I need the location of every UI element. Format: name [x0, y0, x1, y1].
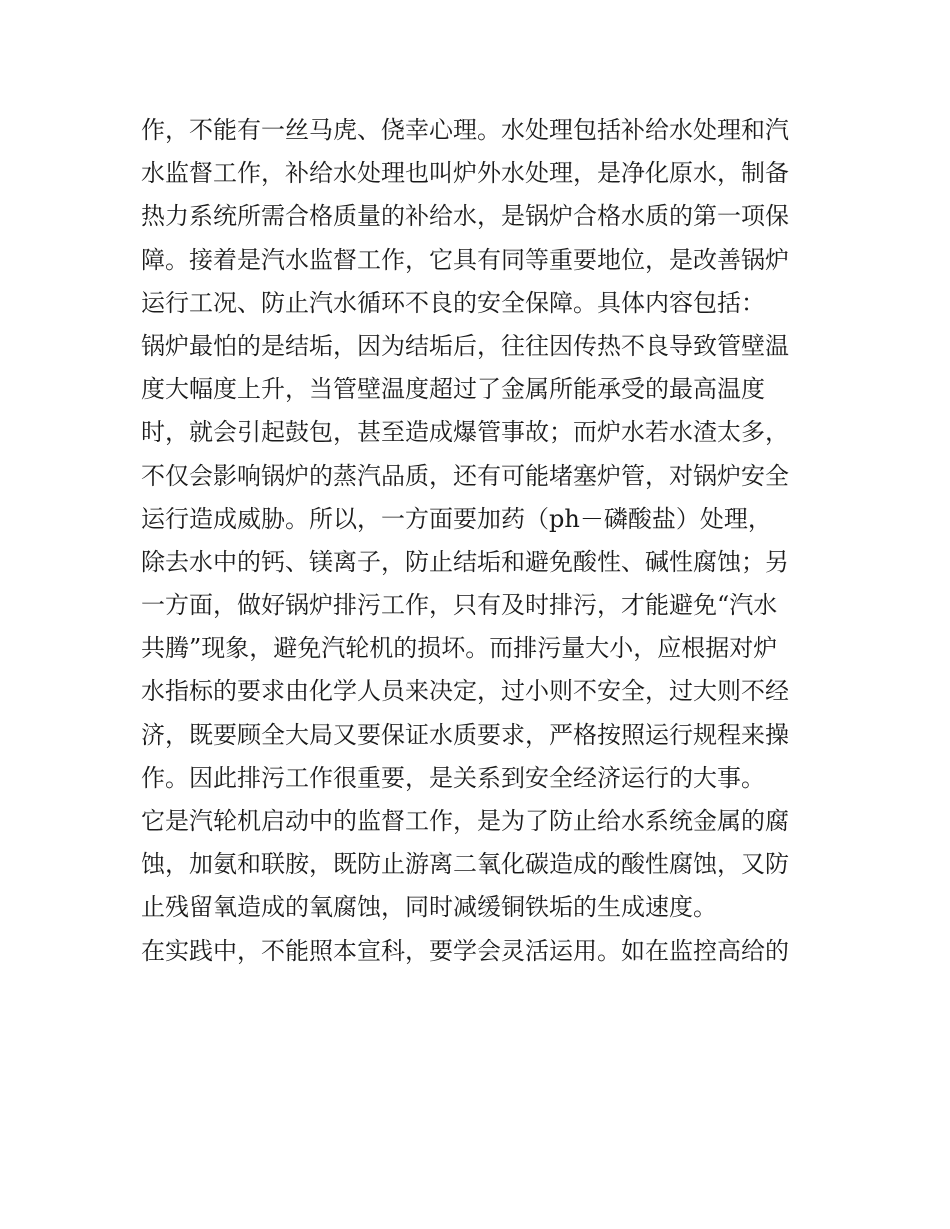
text-line: 运行造成威胁。所以，一方面要加药（ph－磷酸盐）处理， — [141, 504, 772, 533]
text-line: 一方面，做好锅炉排污工作，只有及时排污，才能避免“汽水 — [141, 591, 778, 620]
text-line: 锅炉最怕的是结垢，因为结垢后，往往因传热不良导致管壁温 — [141, 331, 789, 360]
text-line: 它是汽轮机启动中的监督工作，是为了防止给水系统金属的腐 — [141, 807, 789, 835]
text-line: 止残留氧造成的氧腐蚀，同时减缓铜铁垢的生成速度。 — [141, 893, 717, 922]
text-line: 障。接着是汽水监督工作，它具有同等重要地位，是改善锅炉 — [141, 245, 789, 274]
text-line: 在实践中，不能照本宣科，要学会灵活运用。如在监控高给的 — [141, 936, 789, 965]
text-line: 济，既要顾全大局又要保证水质要求，严格按照运行规程来操 — [141, 720, 789, 749]
text-line: 水监督工作，补给水处理也叫炉外水处理，是净化原水，制备 — [141, 159, 789, 188]
text-line: 蚀，加氨和联胺，既防止游离二氧化碳造成的酸性腐蚀，又防 — [141, 850, 789, 879]
text-line: 作，不能有一丝马虎、侥幸心理。水处理包括补给水处理和汽 — [141, 116, 789, 144]
text-line: 水指标的要求由化学人员来决定，过小则不安全，过大则不经 — [141, 677, 789, 706]
text-line: 热力系统所需合格质量的补给水，是锅炉合格水质的第一项保 — [141, 202, 789, 231]
text-line: 运行工况、防止汽水循环不良的安全保障。具体内容包括： — [141, 288, 765, 317]
text-line: 度大幅度上升，当管壁温度超过了金属所能承受的最高温度 — [141, 375, 765, 404]
body-text — [141, 109, 821, 973]
text-line: 时，就会引起鼓包，甚至造成爆管事故；而炉水若水渣太多， — [141, 418, 789, 447]
text-line: 作。因此排污工作很重要，是关系到安全经济运行的大事。 — [141, 763, 765, 792]
text-line: 不仅会影响锅炉的蒸汽品质，还有可能堵塞炉管，对锅炉安全 — [141, 461, 789, 490]
text-line: 除去水中的钙、镁离子，防止结垢和避免酸性、碱性腐蚀；另 — [141, 547, 789, 576]
text-line: 共腾”现象，避免汽轮机的损坏。而排污量大小，应根据对炉 — [141, 634, 778, 663]
